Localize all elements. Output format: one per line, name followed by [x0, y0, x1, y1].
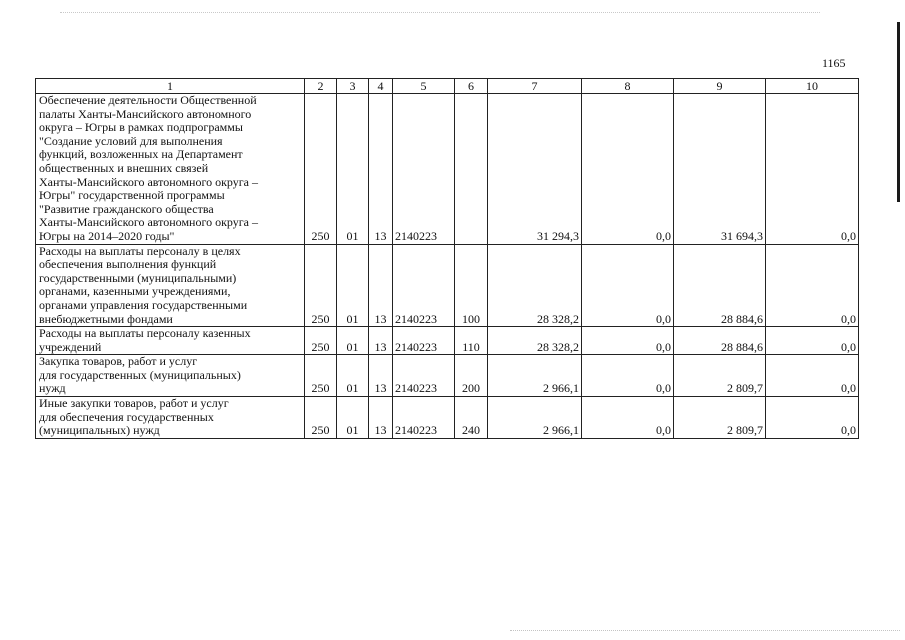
cell-expense-type: 100 — [455, 244, 488, 327]
cell-amount-col8: 0,0 — [582, 355, 674, 397]
cell-amount-col9: 31 694,3 — [674, 94, 766, 245]
header-row — [36, 79, 859, 94]
cell-amount-col7: 2 966,1 — [488, 355, 582, 397]
page-number: 1165 — [822, 56, 846, 70]
cell-section: 01 — [337, 327, 369, 355]
column-header-3: 3 — [337, 79, 369, 94]
cell-target-article: 2140223 — [393, 397, 455, 439]
cell-expense-type: 110 — [455, 327, 488, 355]
column-header-2: 2 — [305, 79, 337, 94]
cell-expense-type — [455, 94, 488, 245]
cell-amount-col9: 28 884,6 — [674, 327, 766, 355]
table-row — [36, 94, 859, 245]
cell-amount-col7: 31 294,3 — [488, 94, 582, 245]
cell-amount-col10: 0,0 — [766, 327, 859, 355]
row-description: Обеспечение деятельности Общественной палаты Ханты-Мансийского автономного округа – Югры в рамках подпрограммы "Создание условий для выполнения функций, возложенных на Департамент общественных и внешних связей Ханты-Мансийского автономного округа – Югры" государственной программы "Развитие гражданского общества Ханты-Мансийского автономного округа – Югры на 2014–2020 годы" — [36, 94, 305, 245]
column-header-8: 8 — [582, 79, 674, 94]
cell-amount-col8: 0,0 — [582, 397, 674, 439]
cell-admin-code: 250 — [305, 94, 337, 245]
cell-section: 01 — [337, 397, 369, 439]
table-row — [36, 355, 859, 397]
cell-admin-code: 250 — [305, 327, 337, 355]
cell-target-article: 2140223 — [393, 327, 455, 355]
cell-amount-col10: 0,0 — [766, 355, 859, 397]
cell-amount-col10: 0,0 — [766, 397, 859, 439]
row-description: Закупка товаров, работ и услуг для государственных (муниципальных) нужд — [36, 355, 305, 397]
scan-edge-bar — [897, 22, 900, 202]
cell-amount-col9: 28 884,6 — [674, 244, 766, 327]
cell-amount-col7: 2 966,1 — [488, 397, 582, 439]
cell-amount-col8: 0,0 — [582, 94, 674, 245]
column-header-1: 1 — [36, 79, 305, 94]
cell-section: 01 — [337, 94, 369, 245]
cell-admin-code: 250 — [305, 355, 337, 397]
cell-amount-col8: 0,0 — [582, 244, 674, 327]
cell-amount-col10: 0,0 — [766, 94, 859, 245]
cell-subsection: 13 — [369, 355, 393, 397]
cell-amount-col7: 28 328,2 — [488, 244, 582, 327]
cell-subsection: 13 — [369, 327, 393, 355]
row-description: Расходы на выплаты персоналу казенных учреждений — [36, 327, 305, 355]
cell-expense-type: 240 — [455, 397, 488, 439]
scan-artifact-top — [60, 12, 820, 13]
table-row — [36, 397, 859, 439]
cell-subsection: 13 — [369, 94, 393, 245]
column-header-6: 6 — [455, 79, 488, 94]
cell-section: 01 — [337, 244, 369, 327]
column-header-7: 7 — [488, 79, 582, 94]
cell-amount-col7: 28 328,2 — [488, 327, 582, 355]
cell-target-article: 2140223 — [393, 244, 455, 327]
cell-section: 01 — [337, 355, 369, 397]
cell-amount-col9: 2 809,7 — [674, 355, 766, 397]
cell-expense-type: 200 — [455, 355, 488, 397]
cell-amount-col9: 2 809,7 — [674, 397, 766, 439]
budget-table — [35, 78, 859, 439]
row-description: Иные закупки товаров, работ и услуг для обеспечения государственных (муниципальных) нужд — [36, 397, 305, 439]
cell-admin-code: 250 — [305, 397, 337, 439]
column-header-9: 9 — [674, 79, 766, 94]
scan-artifact-bottom — [510, 630, 900, 631]
cell-target-article: 2140223 — [393, 355, 455, 397]
row-description: Расходы на выплаты персоналу в целях обеспечения выполнения функций государственными (муниципальными) органами, казенными учреждениями, органами управления государственными внебюджетными фондами — [36, 244, 305, 327]
cell-subsection: 13 — [369, 244, 393, 327]
column-header-4: 4 — [369, 79, 393, 94]
table-row — [36, 244, 859, 327]
cell-target-article: 2140223 — [393, 94, 455, 245]
table-row — [36, 327, 859, 355]
column-header-5: 5 — [393, 79, 455, 94]
cell-admin-code: 250 — [305, 244, 337, 327]
column-header-10: 10 — [766, 79, 859, 94]
cell-amount-col10: 0,0 — [766, 244, 859, 327]
cell-subsection: 13 — [369, 397, 393, 439]
cell-amount-col8: 0,0 — [582, 327, 674, 355]
